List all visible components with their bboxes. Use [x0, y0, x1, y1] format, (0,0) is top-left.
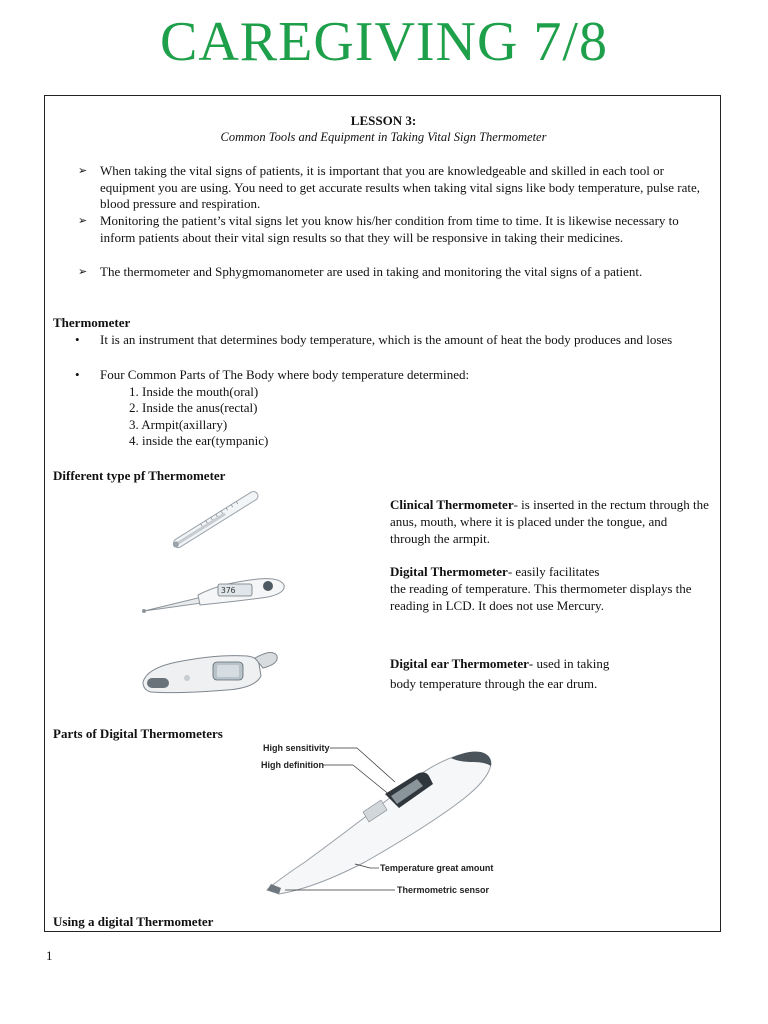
bullet-icon: • [75, 332, 80, 347]
lesson-heading: LESSON 3: [350, 113, 417, 128]
page-number: 1 [46, 948, 53, 963]
parts-heading: Parts of Digital Thermometers [53, 726, 223, 741]
bullet-icon: • [75, 367, 80, 382]
arrow-point-1 [78, 163, 708, 213]
clinical-name: Clinical Thermometer [390, 497, 514, 512]
thermometer-bullet-2 [75, 367, 705, 384]
clinical-text: - is inserted in the rectum through the anus, mouth, where it is placed under the tongue, and through the armpit. [390, 497, 709, 546]
digital-text-continued: the reading of temperature. This thermometer displays the reading in LCD. It does not use Mercury. [390, 581, 692, 613]
arrow-point-2 [78, 213, 708, 246]
page-title: CAREGIVING 7/8 [160, 11, 608, 73]
body-part-item: 3. Armpit(axillary) [129, 417, 228, 432]
arrow-bullet-icon: ➢ [78, 164, 88, 177]
label-temperature: Temperature great amount [380, 863, 494, 873]
ear-thermometer-image [137, 642, 287, 700]
label-sensor: Thermometric sensor [397, 885, 490, 895]
digital-thermometer-parts-diagram [245, 738, 515, 910]
arrow-point-text: When taking the vital signs of patients, it is important that you are knowledgeable and skilled in each tool or equipment you are using. You need to get accurate results when taking vital signs like body temperature, pulse rate, blood pressure and respiration. [100, 163, 701, 211]
arrow-point-text: The thermometer and Sphygmomanometer are used in taking and monitoring the vital signs of a patient. [100, 264, 643, 279]
body-part-item: 1. Inside the mouth(oral) [129, 384, 259, 399]
arrow-bullet-icon: ➢ [78, 265, 88, 278]
clinical-description [390, 496, 710, 547]
label-high-sensitivity: High sensitivity [263, 743, 330, 753]
digital-thermometer-image [140, 559, 290, 617]
ear-text-continued: body temperature through the ear drum. [390, 676, 598, 691]
digital-name: Digital Thermometer [390, 564, 508, 579]
types-heading: Different type pf Thermometer [53, 468, 226, 483]
body-part-item: 2. Inside the anus(rectal) [129, 400, 258, 415]
digital-description [390, 563, 710, 614]
clinical-thermometer-image [161, 486, 271, 554]
label-high-definition: High definition [261, 760, 324, 770]
thermometer-bullet-1 [75, 332, 705, 349]
body-part-item: 4. inside the ear(tympanic) [129, 433, 269, 448]
bullet-text: Four Common Parts of The Body where body temperature determined: [100, 367, 470, 382]
ear-name: Digital ear Thermometer [390, 656, 529, 671]
thermometer-heading: Thermometer [53, 315, 131, 330]
arrow-point-3 [78, 264, 708, 281]
ear-text: - used in taking [528, 656, 610, 671]
arrow-bullet-icon: ➢ [78, 214, 88, 227]
lesson-subtitle: Common Tools and Equipment in Taking Vital Sign Thermometer [220, 130, 547, 144]
arrow-point-text: Monitoring the patient’s vital signs let you know his/her condition from time to time. It is likewise necessary to inform patients about their vital sign results so that they will be responsive in taking their medicines. [100, 213, 679, 245]
digital-text: - easily facilitates [507, 564, 600, 579]
bullet-text: It is an instrument that determines body temperature, which is the amount of heat the body produces and loses [100, 332, 673, 347]
lesson-frame [44, 95, 721, 932]
svg-text:376: 376 [221, 586, 236, 595]
using-heading: Using a digital Thermometer [53, 914, 214, 929]
ear-description [390, 654, 710, 694]
